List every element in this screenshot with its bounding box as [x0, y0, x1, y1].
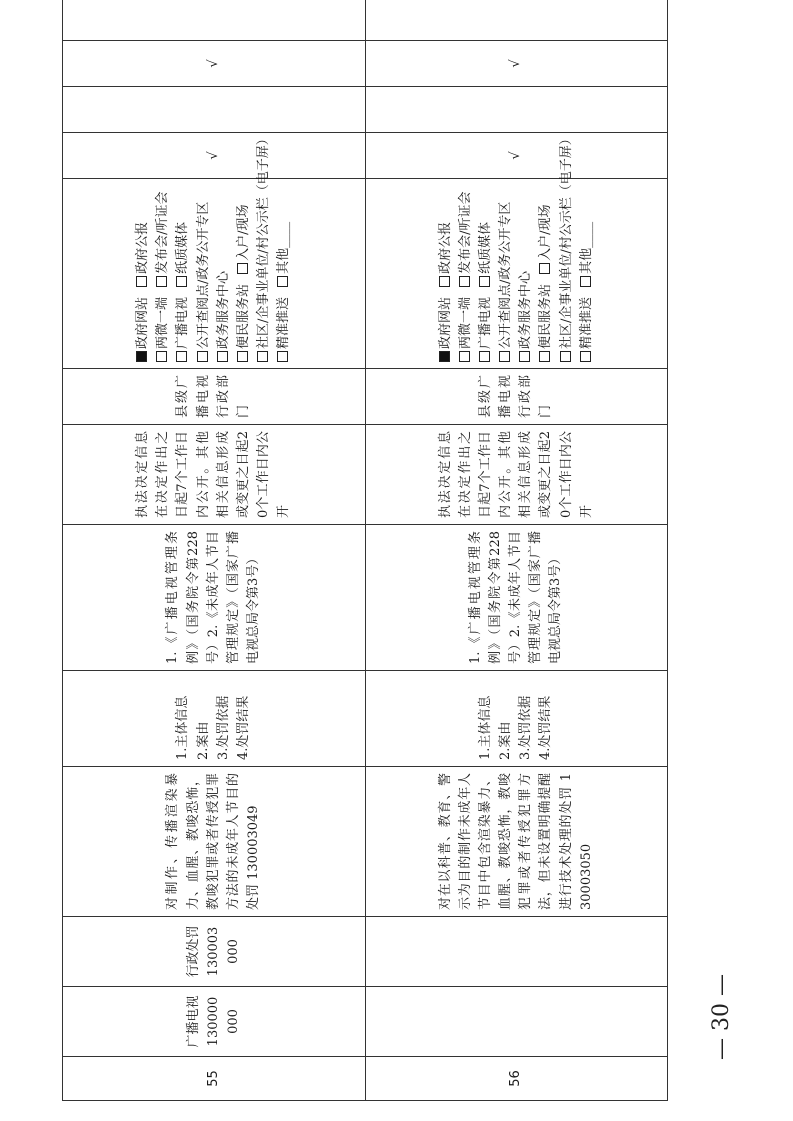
- checkbox-checked-icon: [136, 351, 147, 362]
- subject-cell: [365, 369, 668, 425]
- type-cell: [365, 917, 668, 987]
- matter-text: 对制作、传播渲染暴力、血腥、教唆恐怖，教唆犯罪或者传授犯罪方法的未成年人节目的处罚 130003049: [165, 773, 261, 910]
- channel-label: 发布会/听证会: [155, 191, 171, 274]
- channel-option: [256, 132, 271, 362]
- channel-label: 两微一端: [457, 296, 473, 349]
- channel-option: [276, 222, 291, 287]
- channel-option: [216, 271, 231, 362]
- checkbox-icon: [277, 276, 288, 287]
- category-cell: 广播电视 130000000: [63, 987, 366, 1057]
- channel-label: 政府网站: [437, 296, 453, 349]
- channel-option: [135, 297, 150, 362]
- channel-label: 广播电视: [477, 296, 493, 349]
- checkbox-icon: [459, 276, 470, 287]
- channel-label: 公开查阅点/政务公开专区: [498, 201, 514, 349]
- checkbox-icon: [217, 351, 228, 362]
- channel-option: [175, 222, 190, 287]
- channel-label: 政务服务中心: [215, 270, 231, 349]
- checkbox-icon: [459, 351, 470, 362]
- checkbox-icon: [479, 351, 490, 362]
- check-social: √: [365, 133, 668, 179]
- check-on-request: [365, 0, 668, 41]
- channel-option: [559, 132, 574, 362]
- rotated-document-page: [62, 51, 668, 1101]
- basis-cell: [365, 525, 668, 671]
- channel-label: 精准推送: [578, 296, 594, 349]
- checkbox-icon: [539, 351, 550, 362]
- checkbox-icon: [539, 263, 550, 274]
- table-row: [63, 0, 366, 1101]
- time-limit-text: 执法决定信息在决定作出之日起7个工作日内公开。其他相关信息形成或变更之日起20个工作日内公开: [437, 431, 594, 518]
- channel-label: 其他____: [578, 221, 594, 274]
- basis-cell: [63, 525, 366, 671]
- channel-option: [538, 204, 553, 273]
- checkbox-icon: [519, 351, 530, 362]
- channel-label: 政务服务中心: [518, 270, 534, 349]
- checkbox-icon: [479, 276, 490, 287]
- channel-label: 政府公报: [135, 221, 151, 274]
- checkbox-icon: [580, 276, 591, 287]
- channel-option: [518, 271, 533, 362]
- check-specific: [63, 87, 366, 133]
- subject-cell: [63, 369, 366, 425]
- checkbox-icon: [176, 276, 187, 287]
- subject-text: 县级广播电视行政部门: [175, 375, 251, 418]
- channel-label: 社区/企事业单位/村公示栏（电子屏）: [256, 132, 272, 349]
- time-limit-text: 执法决定信息在决定作出之日起7个工作日内公开。其他相关信息形成或变更之日起20个工作日内公开: [135, 431, 292, 518]
- checkbox-icon: [156, 351, 167, 362]
- content-cell: [63, 671, 366, 767]
- channel-option: [498, 202, 513, 362]
- channel-label: 发布会/听证会: [457, 191, 473, 274]
- channel-label: 公开查阅点/政务公开专区: [195, 201, 211, 349]
- channel-label: 精准推送: [276, 296, 292, 349]
- channel-option: [135, 222, 150, 287]
- content-item: 3.处罚依据: [518, 695, 534, 760]
- basis-text: 1.《广播电视管理条例》（国务院令第228号）2.《未成年人节目管理规定》（国家广播电视总局令第3号）: [467, 531, 564, 664]
- matter-cell: [365, 767, 668, 917]
- channel-option: [155, 297, 170, 362]
- channel-option: [478, 297, 493, 362]
- channels-cell: [63, 132, 366, 369]
- checkbox-icon: [237, 351, 248, 362]
- channel-option: [196, 202, 211, 362]
- channel-label: 两微一端: [155, 296, 171, 349]
- row-index: 55: [63, 1057, 366, 1101]
- checkbox-icon: [156, 276, 167, 287]
- channel-label: 政府网站: [135, 296, 151, 349]
- channel-label: 社区/企事业单位/村公示栏（电子屏）: [558, 132, 574, 349]
- channel-option: [438, 222, 453, 287]
- content-item: 1.主体信息: [477, 695, 493, 760]
- channel-label: 纸质媒体: [477, 221, 493, 274]
- checkbox-icon: [277, 351, 288, 362]
- checkbox-icon: [499, 351, 510, 362]
- checkbox-icon: [580, 351, 591, 362]
- checkbox-icon: [560, 351, 571, 362]
- channel-label: 便民服务站: [538, 283, 554, 349]
- channel-label: 便民服务站: [235, 283, 251, 349]
- channel-label: 纸质媒体: [175, 221, 191, 274]
- check-active: √: [365, 41, 668, 87]
- page-number: — 30 —: [709, 974, 734, 1060]
- checkbox-icon: [257, 351, 268, 362]
- channel-label: 入户/现场: [538, 204, 554, 261]
- checkbox-icon: [136, 276, 147, 287]
- checkbox-icon: [197, 351, 208, 362]
- channel-option: [438, 297, 453, 362]
- channel-option: [478, 222, 493, 287]
- check-active: √: [63, 41, 366, 87]
- channel-option: [579, 222, 594, 287]
- check-specific: [365, 87, 668, 133]
- content-item: 4.处罚结果: [235, 695, 251, 760]
- disclosure-table: [62, 0, 668, 1101]
- channel-option: [579, 297, 594, 362]
- content-item: 2.案由: [498, 721, 514, 760]
- matter-text: 对在以科普、教育、警示为目的制作未成年人节目中包含渲染暴力、血腥、教唆恐怖，教唆犯罪或者传授犯罪方法，但未设置明确提醒进行技术处理的处罚 130003050: [437, 773, 594, 910]
- time-limit-cell: [63, 425, 366, 525]
- check-on-request: [63, 0, 366, 41]
- checkbox-checked-icon: [439, 351, 450, 362]
- channel-option: [276, 297, 291, 362]
- checkbox-icon: [439, 276, 450, 287]
- channel-label: 政府公报: [437, 221, 453, 274]
- channel-option: [236, 284, 251, 362]
- subject-text: 县级广播电视行政部门: [477, 375, 554, 418]
- channel-label: 入户/现场: [235, 204, 251, 261]
- channel-option: [175, 297, 190, 362]
- basis-text: 1.《广播电视管理条例》（国务院令第228号）2.《未成年人节目管理规定》（国家广播电视总局令第3号）: [165, 531, 261, 664]
- matter-cell: [63, 767, 366, 917]
- time-limit-cell: [365, 425, 668, 525]
- channel-option: [538, 284, 553, 362]
- channel-label: 其他____: [276, 221, 292, 274]
- content-item: 2.案由: [195, 721, 211, 760]
- check-social: √: [63, 133, 366, 179]
- content-item: 3.处罚依据: [215, 695, 231, 760]
- channel-option: [458, 297, 473, 362]
- channel-option: [458, 191, 473, 286]
- checkbox-icon: [237, 263, 248, 274]
- channel-label: 广播电视: [175, 296, 191, 349]
- category-cell: [365, 987, 668, 1057]
- content-item: 1.主体信息: [175, 695, 191, 760]
- channel-option: [155, 191, 170, 286]
- table-row: [365, 0, 668, 1101]
- channels-cell: [365, 132, 668, 369]
- channel-option: [236, 204, 251, 273]
- type-cell: 行政处罚 130003000: [63, 917, 366, 987]
- content-item: 4.处罚结果: [538, 695, 554, 760]
- content-cell: [365, 671, 668, 767]
- checkbox-icon: [176, 351, 187, 362]
- row-index: 56: [365, 1057, 668, 1101]
